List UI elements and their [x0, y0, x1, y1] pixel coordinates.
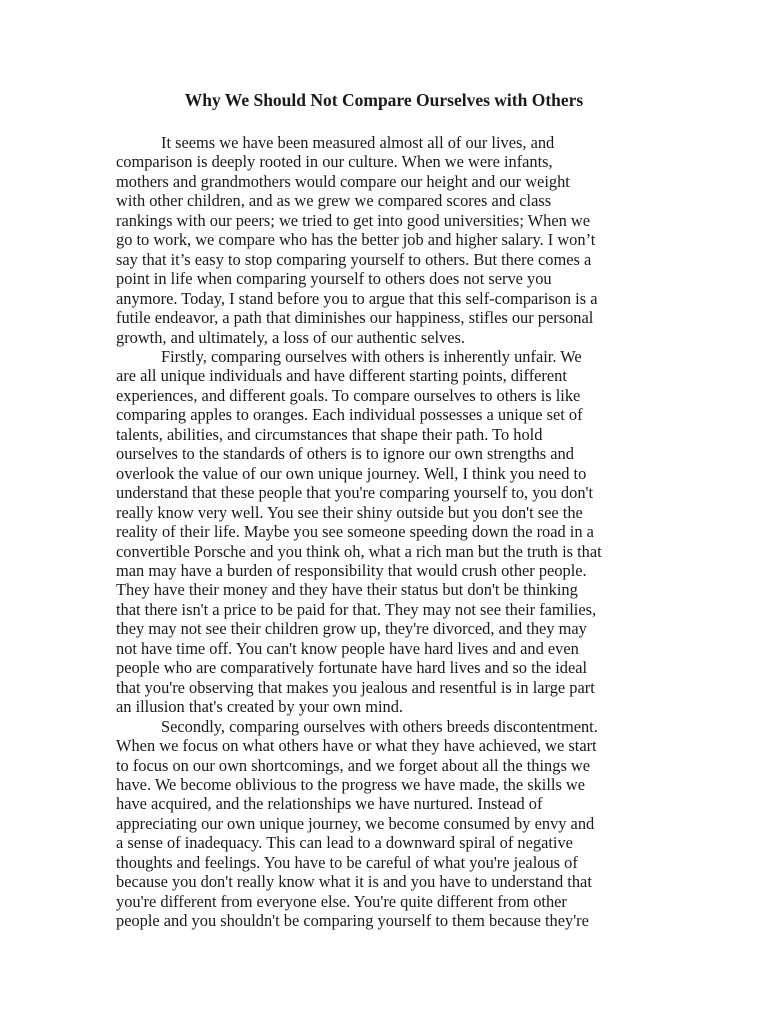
text-line: It seems we have been measured almost all of our lives, and: [161, 133, 555, 152]
text-line: reality of their life. Maybe you see someone speeding down the road in a: [116, 522, 594, 542]
text-line: point in life when comparing yourself to others does not serve you: [116, 269, 552, 289]
text-line: They have their money and they have their status but don't be thinking: [116, 580, 578, 600]
text-line: rankings with our peers; we tried to get into good universities; When we: [116, 210, 591, 230]
text-line: comparing apples to oranges. Each individual possesses a unique set of: [116, 405, 583, 425]
text-line: man may have a burden of responsibility that would crush other people.: [116, 560, 587, 580]
text-line: When we focus on what others have or what they have achieved, we start: [116, 736, 597, 756]
text-line: to focus on our own shortcomings, and we forget about all the things we: [116, 755, 591, 775]
text-line: growth, and ultimately, a loss of our authentic selves.: [116, 327, 465, 347]
text-line: Firstly, comparing ourselves with others is inherently unfair. We: [161, 346, 582, 366]
text-line: have. We become oblivious to the progress we have made, the skills we: [116, 774, 586, 794]
body-text: [116, 133, 652, 931]
text-line: talents, abilities, and circumstances that shape their path. To hold: [116, 424, 543, 444]
text-line: are all unique individuals and have different starting points, different: [116, 366, 567, 386]
text-line: go to work, we compare who has the better job and higher salary. I won’t: [116, 230, 596, 250]
text-line: that there isn't a price to be paid for that. They may not see their families,: [116, 599, 597, 619]
text-line: not have time off. You can't know people have hard lives and and even: [116, 638, 579, 658]
text-line: they may not see their children grow up, they're divorced, and they may: [116, 619, 587, 639]
text-line: comparison is deeply rooted in our culture. When we were infants,: [116, 152, 553, 172]
text-line: futile endeavor, a path that diminishes our happiness, stifles our personal: [116, 308, 594, 328]
page-title: Why We Should Not Compare Ourselves with Others: [184, 90, 584, 110]
text-line: with other children, and as we grew we compared scores and class: [116, 191, 552, 211]
text-line: people who are comparatively fortunate have hard lives and so the ideal: [116, 658, 588, 678]
text-line: people and you shouldn't be comparing yourself to them because they're: [116, 911, 589, 931]
text-line: Secondly, comparing ourselves with others breeds discontentment.: [161, 716, 598, 736]
text-line: really know very well. You see their shiny outside but you don't see the: [116, 502, 583, 522]
text-line: a sense of inadequacy. This can lead to a downward spiral of negative: [116, 833, 573, 853]
text-line: because you don't really know what it is and you have to understand that: [116, 872, 592, 892]
text-line: say that it’s easy to stop comparing yourself to others. But there comes a: [116, 249, 592, 269]
text-line: convertible Porsche and you think oh, what a rich man but the truth is that: [116, 541, 602, 561]
text-line: that you're observing that makes you jealous and resentful is in large part: [116, 677, 595, 697]
text-line: anymore. Today, I stand before you to argue that this self-comparison is a: [116, 288, 598, 308]
text-line: have acquired, and the relationships we have nurtured. Instead of: [116, 794, 543, 814]
text-line: ourselves to the standards of others is to ignore our own strengths and: [116, 444, 574, 464]
text-line: appreciating our own unique journey, we become consumed by envy and: [116, 813, 595, 833]
text-line: you're different from everyone else. You're quite different from other: [116, 891, 567, 911]
text-line: an illusion that's created by your own mind.: [116, 697, 404, 717]
text-line: overlook the value of our own unique journey. Well, I think you need to: [116, 463, 587, 483]
text-line: experiences, and different goals. To compare ourselves to others is like: [116, 385, 581, 405]
text-line: mothers and grandmothers would compare our height and our weight: [116, 171, 570, 191]
text-line: understand that these people that you're comparing yourself to, you don't: [116, 483, 594, 503]
text-line: thoughts and feelings. You have to be careful of what you're jealous of: [116, 852, 578, 872]
